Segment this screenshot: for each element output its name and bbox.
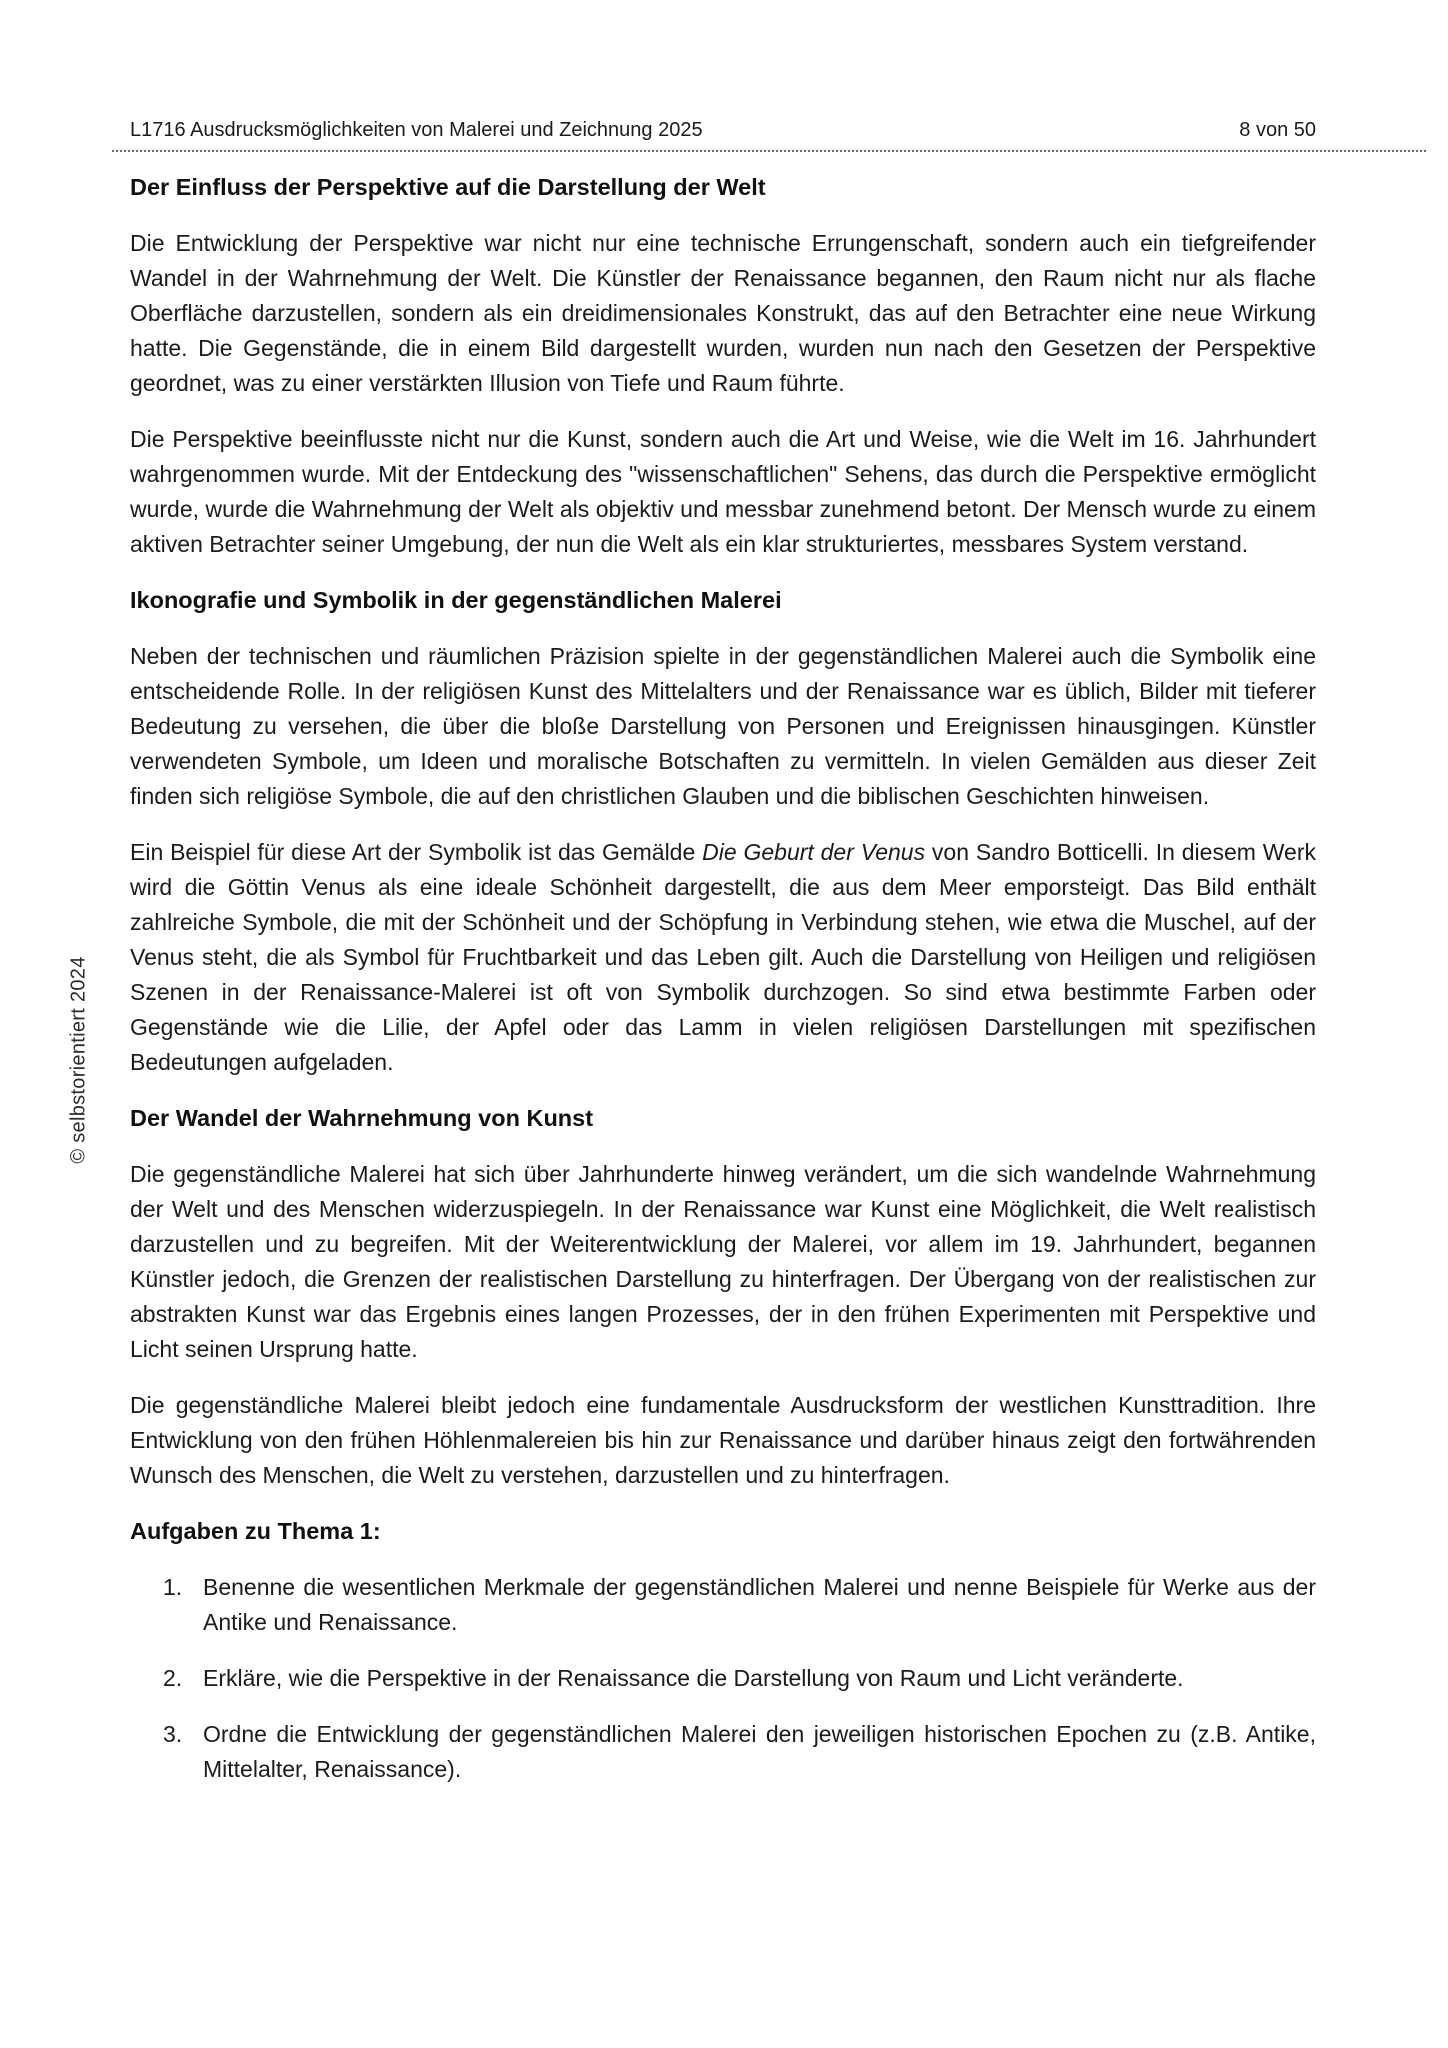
task-item-1 [163,1570,1316,1640]
task-1-number: 1. [163,1574,183,1600]
paragraph-perspective-2: Die Perspektive beeinflusste nicht nur die Kunst, sondern auch die Art und Weise, wie die Welt im 16. Jahrhundert wahrgenommen wurde. Mit der Entdeckung des "wissenschaftlichen" Sehens, das durch die Perspektive ermöglicht wurde, wurde die Wahrnehmung der Welt als objektiv und messbar zunehmend betont. Der Mensch wurde zu einem aktiven Betrachter seiner Umgebung, der nun die Welt als ein klar strukturiertes, messbares System verstand. [130,426,1316,557]
task-1-text: Benenne die wesentlichen Merkmale der gegenständlichen Malerei und nenne Beispiele für Werke aus der Antike und Renaissance. [203,1574,1316,1635]
header-course-title: L1716 Ausdrucksmöglichkeiten von Malerei und Zeichnung 2025 [130,119,703,141]
paragraph-symbolik-2 [130,835,1316,1080]
task-3-number: 3. [163,1721,183,1747]
header-page-indicator: 8 von 50 [1239,119,1316,141]
task-3-text: Ordne die Entwicklung der gegenständlichen Malerei den jeweiligen historischen Epochen zu (z.B. Antike, Mittelalter, Renaissance). [203,1721,1316,1782]
paragraph-symbolik-2-end: von Sandro Botticelli. In diesem Werk wird die Göttin Venus als eine ideale Schönheit dargestellt, die aus dem Meer emporsteigt. Das Bild enthält zahlreiche Symbole, die mit der Schönheit und der Schöpfung in Verbindung stehen, wie etwa die Muschel, auf der Venus steht, die als Symbol für Fruchtbarkeit und das Leben gilt. Auch die Darstellung von Heiligen und religiösen Szenen in der Renaissance-Malerei ist oft von Symbolik durchzogen. So sind etwa bestimmte Farben oder Gegenstände wie die Lilie, der Apfel oder das Lamm in vielen religiösen Darstellungen mit spezifischen Bedeutungen aufgeladen. [130,839,1316,1075]
task-2-number: 2. [163,1665,183,1691]
copyright-watermark: © selbstorientiert 2024 [67,956,90,1164]
section-heading-perspective: Der Einfluss der Perspektive auf die Darstellung der Welt [130,174,766,200]
tasks-heading: Aufgaben zu Thema 1: [130,1518,381,1544]
paragraph-wandel-2: Die gegenständliche Malerei bleibt jedoch eine fundamentale Ausdrucksform der westlichen Kunsttradition. Ihre Entwicklung von den frühen Höhlenmalereien bis hin zur Renaissance und darüber hinaus zeigt den fortwährenden Wunsch des Menschen, die Welt zu verstehen, darzustellen und zu hinterfragen. [130,1392,1316,1488]
task-item-3 [163,1717,1316,1787]
document-body [130,170,1316,1808]
paragraph-wandel-1: Die gegenständliche Malerei hat sich über Jahrhunderte hinweg verändert, um die sich wandelnde Wahrnehmung der Welt und des Menschen widerzuspiegeln. In der Renaissance war Kunst eine Möglichkeit, die Welt realistisch darzustellen und zu begreifen. Mit der Weiterentwicklung der Malerei, vor allem im 19. Jahrhundert, begannen Künstler jedoch, die Grenzen der realistischen Darstellung zu hinterfragen. Der Übergang von der realistischen zur abstrakten Kunst war das Ergebnis eines langen Prozesses, der in den frühen Experimenten mit Perspektive und Licht seinen Ursprung hatte. [130,1161,1316,1362]
paragraph-perspective-1: Die Entwicklung der Perspektive war nicht nur eine technische Errungenschaft, sondern auch ein tiefgreifender Wandel in der Wahrnehmung der Welt. Die Künstler der Renaissance begannen, den Raum nicht nur als flache Oberfläche darzustellen, sondern als ein dreidimensionales Konstrukt, das auf den Betrachter eine neue Wirkung hatte. Die Gegenstände, die in einem Bild dargestellt wurden, wurden nun nach den Gesetzen der Perspektive geordnet, was zu einer verstärkten Illusion von Tiefe und Raum führte. [130,230,1316,396]
section-heading-ikonografie: Ikonografie und Symbolik in der gegenständlichen Malerei [130,587,782,613]
paragraph-symbolik-1: Neben der technischen und räumlichen Präzision spielte in der gegenständlichen Malerei auch die Symbolik eine entscheidende Rolle. In der religiösen Kunst des Mittelalters und der Renaissance war es üblich, Bilder mit tieferer Bedeutung zu versehen, die über die bloße Darstellung von Personen und Ereignissen hinausgingen. Künstler verwendeten Symbole, um Ideen und moralische Botschaften zu vermitteln. In vielen Gemälden aus dieser Zeit finden sich religiöse Symbole, die auf den christlichen Glauben und die biblischen Geschichten hinweisen. [130,643,1316,809]
page-header [130,118,1316,142]
header-divider [112,150,1426,152]
task-2-text: Erkläre, wie die Perspektive in der Renaissance die Darstellung von Raum und Licht veränderte. [203,1665,1184,1691]
section-heading-wandel: Der Wandel der Wahrnehmung von Kunst [130,1105,594,1131]
task-item-2 [163,1661,1316,1696]
artwork-title-geburt-der-venus: Die Geburt der Venus [702,839,926,865]
paragraph-symbolik-2-start: Ein Beispiel für diese Art der Symbolik ist das Gemälde [130,839,703,865]
task-list [130,1570,1316,1787]
